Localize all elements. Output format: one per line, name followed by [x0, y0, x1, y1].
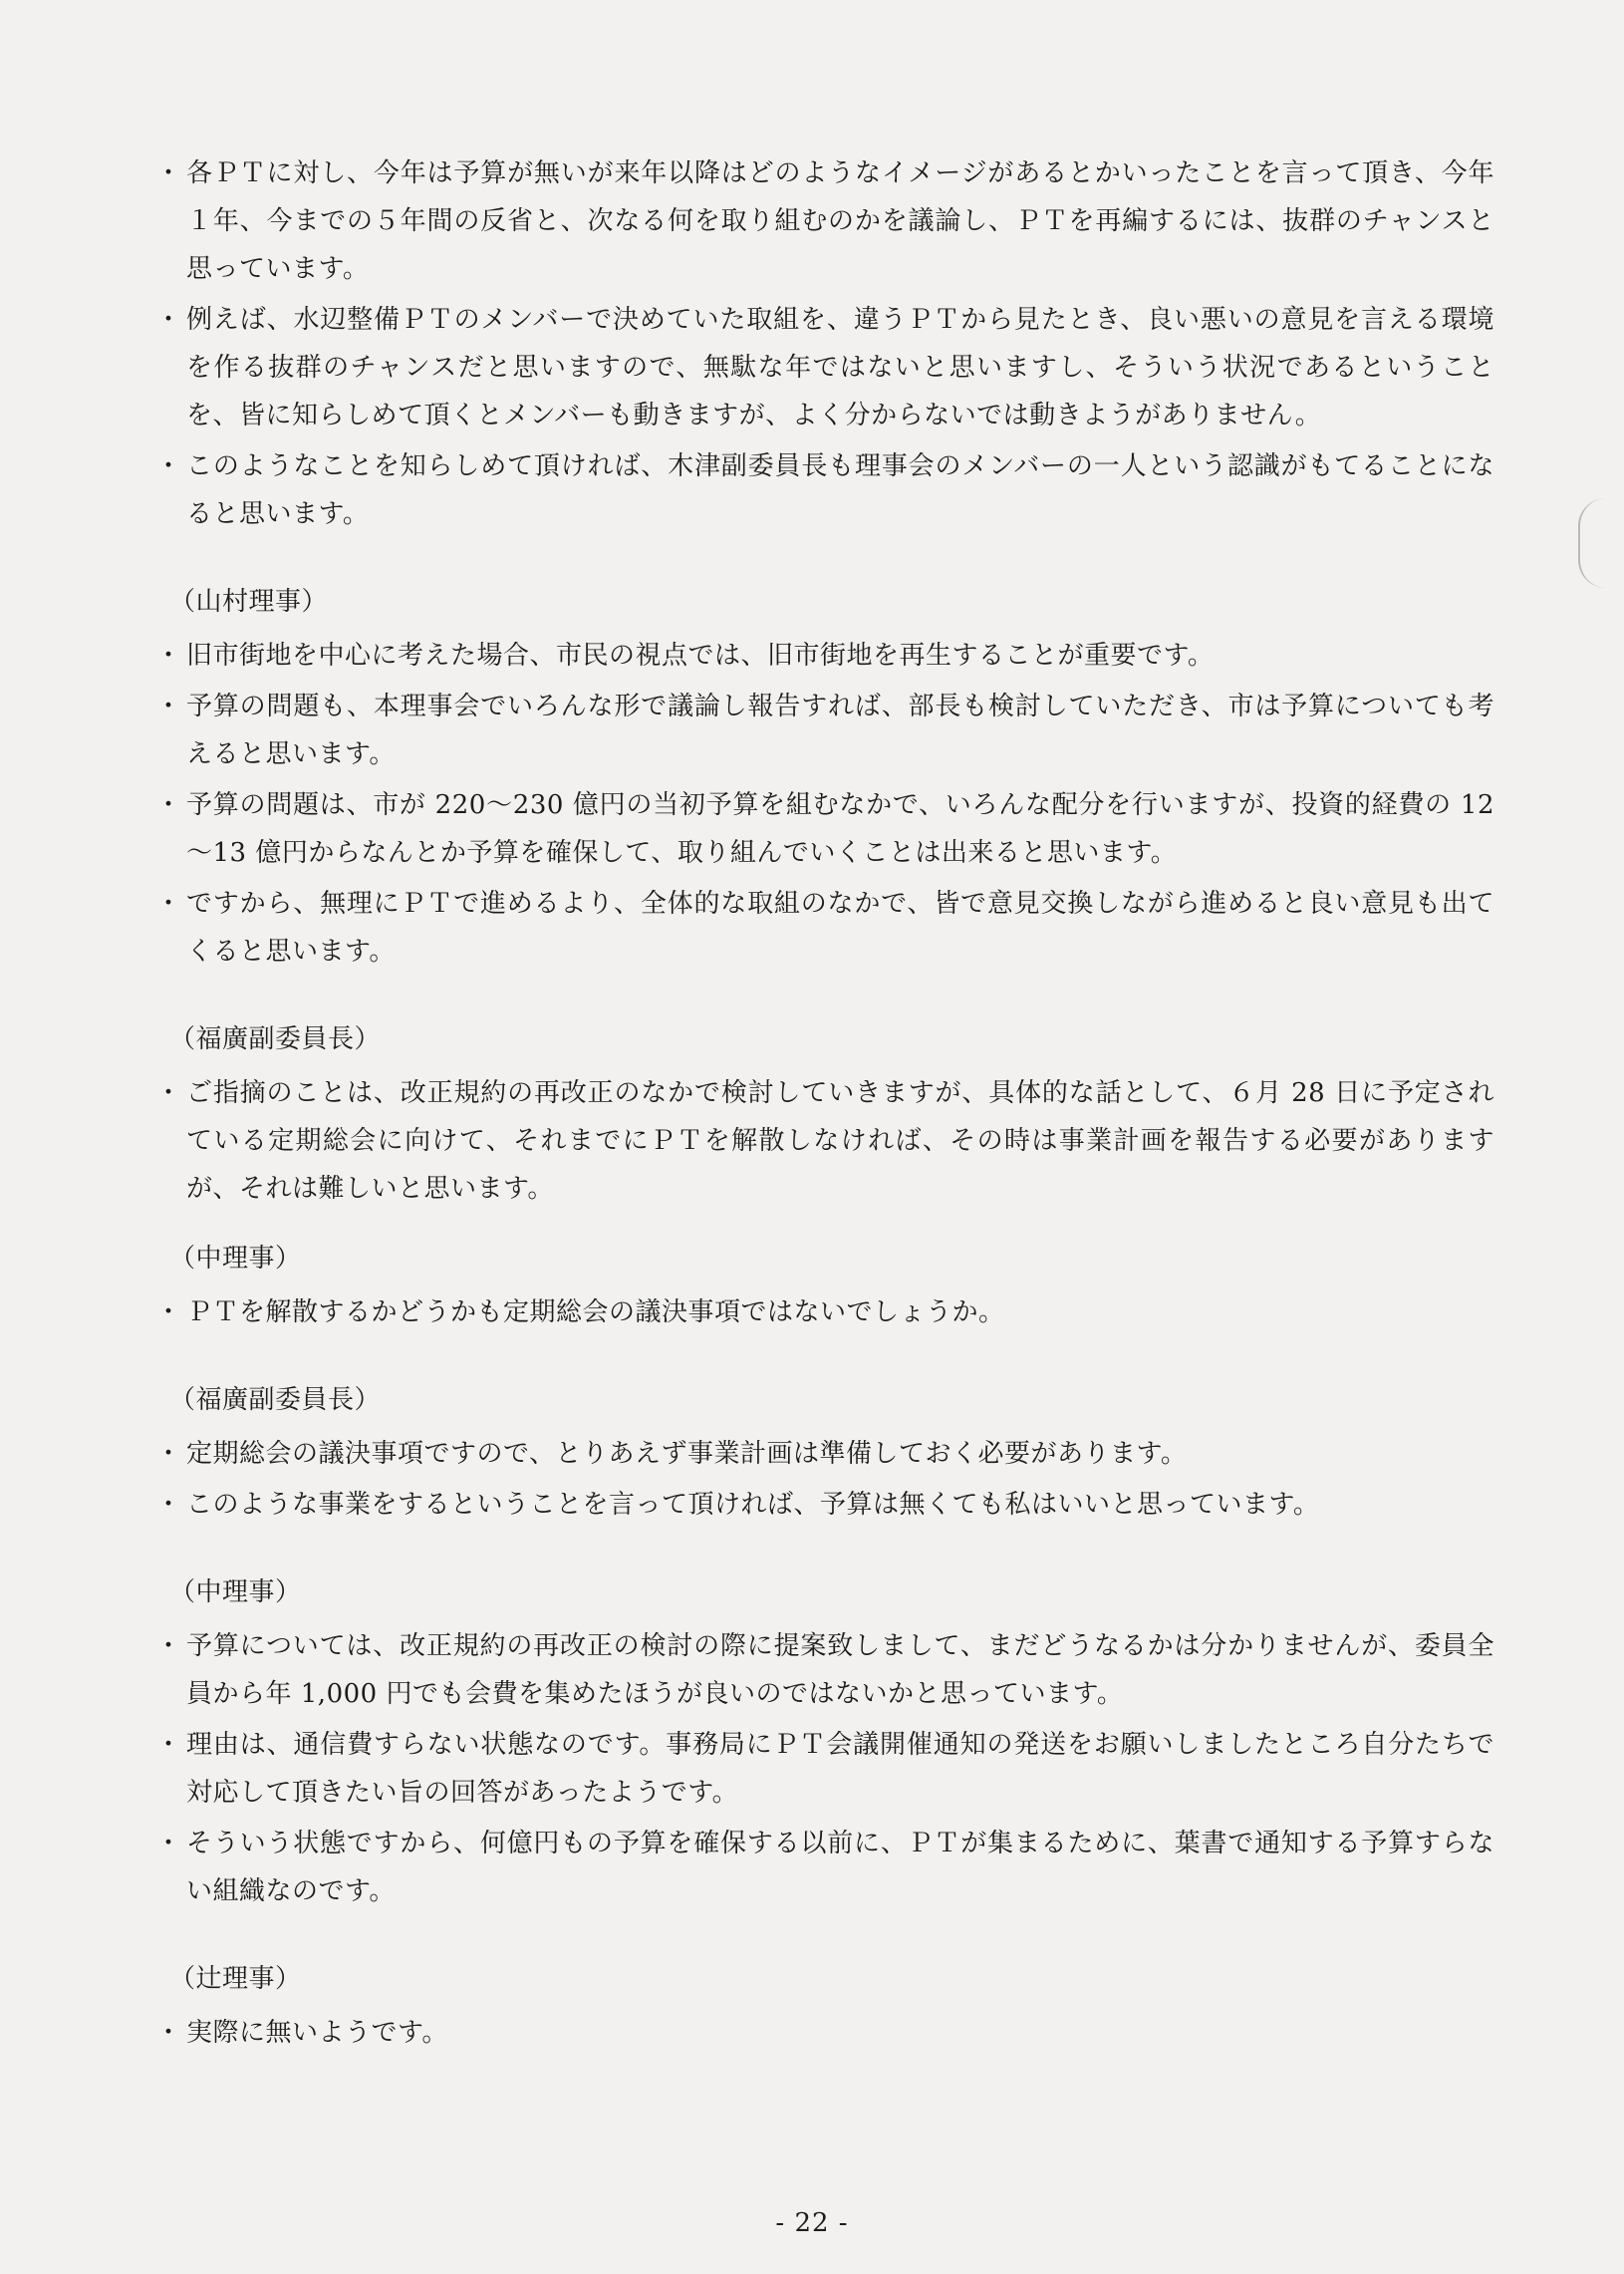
speaker-label: （山村理事）: [169, 587, 329, 617]
section-continuation: [159, 149, 1494, 538]
bullet-item: ・ このようなことを知らしめて頂ければ、木津副委員長も理事会のメンバーの一人という認識がもてることになると思います。: [159, 442, 1494, 538]
speaker-label: （辻理事）: [169, 1964, 302, 1994]
bullet-item: ・ 予算の問題も、本理事会でいろんな形で議論し報告すれば、部長も検討していただき、市は予算についても考えると思います。: [159, 683, 1494, 778]
show-through-mark: [1578, 498, 1606, 588]
section-yamamura: [159, 578, 1494, 976]
bullet-item: ・ 旧市街地を中心に考えた場合、市民の視点では、旧市街地を再生することが重要です。: [159, 632, 1494, 680]
speaker-label: （中理事）: [169, 1244, 302, 1274]
speaker-label: （福廣副委員長）: [169, 1385, 382, 1415]
speaker-label: （中理事）: [169, 1577, 302, 1607]
bullet-item: ・ 各ＰＴに対し、今年は予算が無いが来年以降はどのようなイメージがあるとかいったことを言って頂き、今年１年、今までの５年間の反省と、次なる何を取り組むのかを議論し、ＰＴを再編するには、抜群のチャンスと思っています。: [159, 149, 1494, 293]
bullet-item: ・ ＰＴを解散するかどうかも定期総会の議決事項ではないでしょうか。: [159, 1288, 1494, 1336]
section-tsuji: [159, 1955, 1494, 2057]
bullet-item: ・ 予算については、改正規約の再改正の検討の際に提案致しまして、まだどうなるかは分かりませんが、委員全員から年 1,000 円でも会費を集めたほうが良いのではないかと思っています。: [159, 1622, 1494, 1718]
bullet-item: ・ ご指摘のことは、改正規約の再改正のなかで検討していきますが、具体的な話として、６月 28 日に予定されている定期総会に向けて、それまでにＰＴを解散しなければ、その時は事業計画を報告する必要がありますが、それは難しいと思います。: [159, 1069, 1494, 1213]
bullet-item: ・ そういう状態ですから、何億円もの予算を確保する以前に、ＰＴが集まるために、葉書で通知する予算すらない組織なのです。: [159, 1820, 1494, 1915]
section-naka-1: [159, 1235, 1494, 1336]
page-number: - 22 -: [775, 2208, 849, 2238]
bullet-item: ・ 例えば、水辺整備ＰＴのメンバーで決めていた取組を、違うＰＴから見たとき、良い悪いの意見を言える環境を作る抜群のチャンスだと思いますので、無駄な年ではないと思いますし、そういう状況であるということを、皆に知らしめて頂くとメンバーも動きますが、よく分からないでは動きようがありません。: [159, 296, 1494, 439]
bullet-item: ・ ですから、無理にＰＴで進めるより、全体的な取組のなかで、皆で意見交換しながら進めると良い意見も出てくると思います。: [159, 880, 1494, 976]
section-fukuhiro-2: [159, 1376, 1494, 1529]
bullet-item: ・ 実際に無いようです。: [159, 2009, 1494, 2057]
bullet-item: ・ 定期総会の議決事項ですので、とりあえず事業計画は準備しておく必要があります。: [159, 1430, 1494, 1478]
bullet-item: ・ 予算の問題は、市が 220～230 億円の当初予算を組むなかで、いろんな配分を行いますが、投資的経費の 12～13 億円からなんとか予算を確保して、取り組んでいくことは出来ると思います。: [159, 781, 1494, 877]
speaker-label: （福廣副委員長）: [169, 1024, 382, 1054]
bullet-item: ・ このような事業をするということを言って頂ければ、予算は無くても私はいいと思っています。: [159, 1481, 1494, 1529]
section-naka-2: [159, 1568, 1494, 1915]
minutes-body: [159, 149, 1494, 2060]
section-fukuhiro-1: [159, 1015, 1494, 1213]
bullet-item: ・ 理由は、通信費すらない状態なのです。事務局にＰＴ会議開催通知の発送をお願いしましたところ自分たちで対応して頂きたい旨の回答があったようです。: [159, 1721, 1494, 1817]
